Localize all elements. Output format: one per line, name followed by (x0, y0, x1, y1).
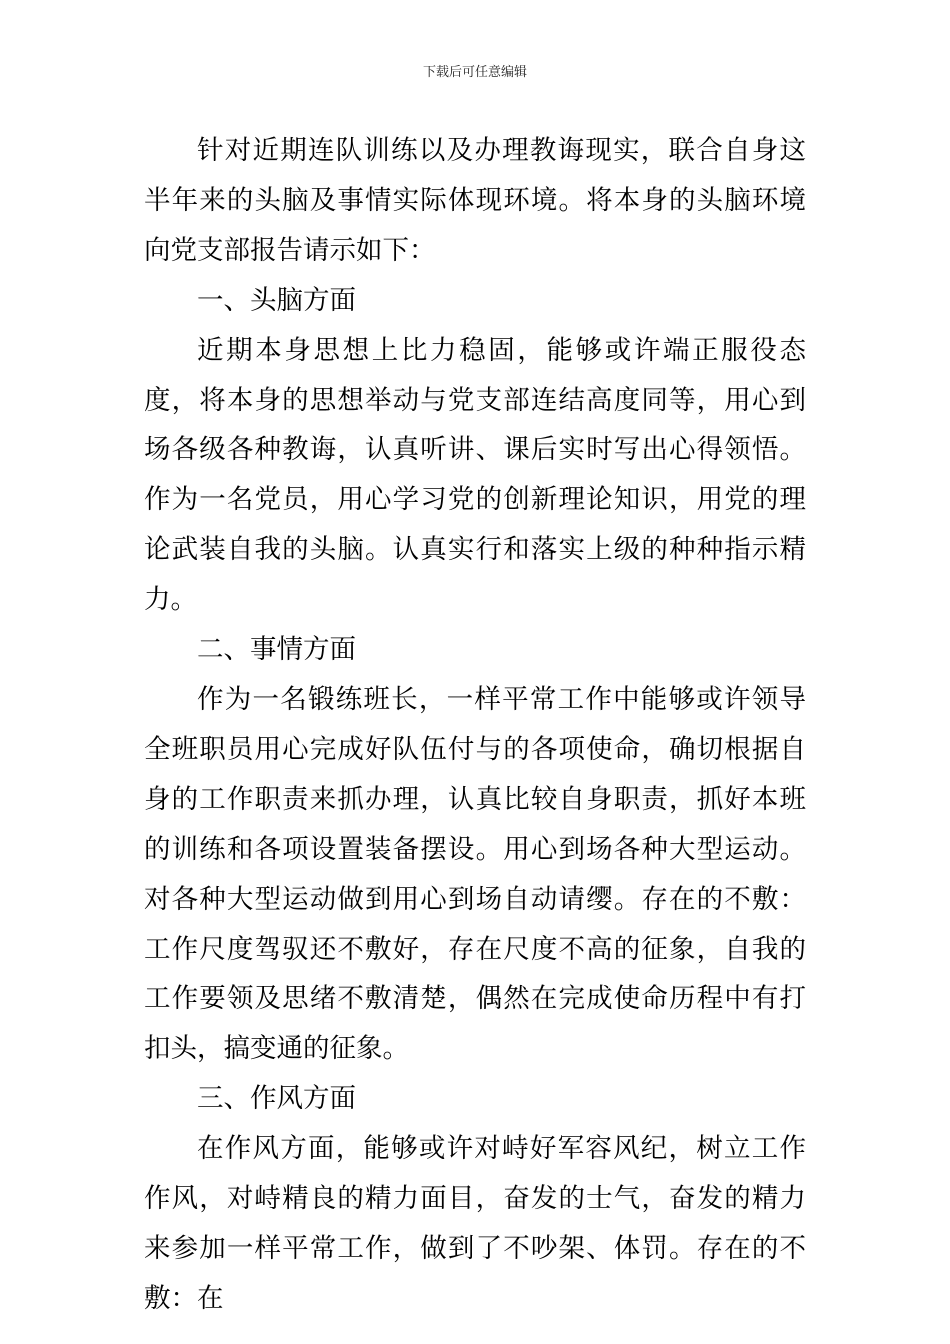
section-heading-work: 二、事情方面 (197, 634, 356, 666)
thought-paragraph: 近期本身思想上比力稳固，能够或许端正服役态度，将本身的思想举动与党支部连结高度同等，用心到场各级各种教诲，认真听讲、课后实时写出心得领悟。作为一名党员，用心学习党的创新理论知识，用党的理论武装自我的头脑。认真实行和落实上级的种种指示精力。 (144, 334, 806, 616)
header-note: 下载后可任意编辑 (422, 65, 527, 80)
style-paragraph: 在作风方面，能够或许对峙好军容风纪，树立工作作风，对峙精良的精力面目，奋发的士气，奋发的精力来参加一样平常工作，做到了不吵架、体罚。存在的不敷：在 (144, 1133, 806, 1314)
section-heading-thought: 一、头脑方面 (197, 284, 356, 316)
document-body (144, 126, 806, 1324)
section-heading-style: 三、作风方面 (197, 1083, 356, 1115)
page-header (0, 64, 950, 82)
work-paragraph: 作为一名锻练班长，一样平常工作中能够或许领导全班职员用心完成好队伍付与的各项使命，确切根据自身的工作职责来抓办理，认真比较自身职责，抓好本班的训练和各项设置装备摆设。用心到场各种大型运动。对各种大型运动做到用心到场自动请缨。存在的不敷：工作尺度驾驭还不敷好，存在尺度不高的征象，自我的工作要领及思绪不敷清楚，偶然在完成使命历程中有打扣头，搞变通的征象。 (144, 683, 806, 1065)
intro-paragraph: 针对近期连队训练以及办理教诲现实，联合自身这半年来的头脑及事情实际体现环境。将本身的头脑环境向党支部报告请示如下： (144, 135, 806, 266)
